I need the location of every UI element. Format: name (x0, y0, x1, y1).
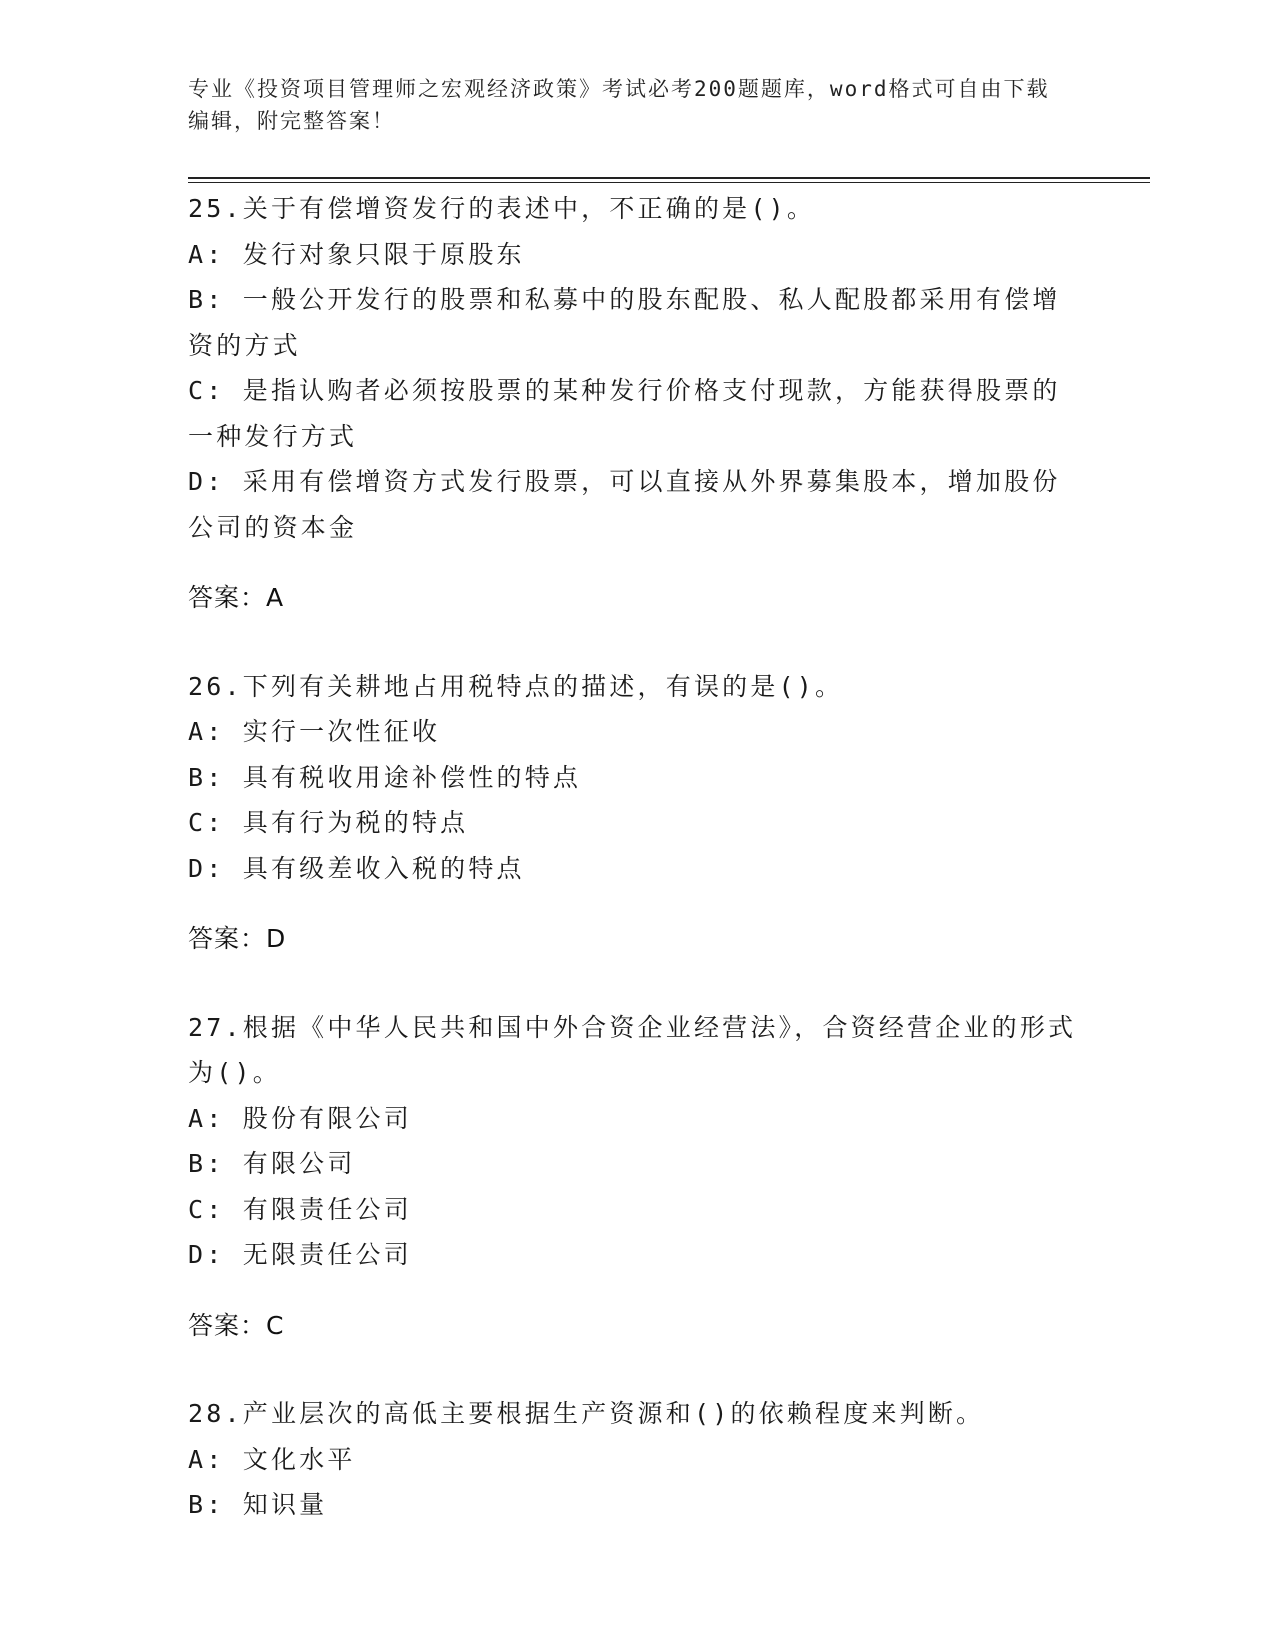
question-stem: 27.根据《中华人民共和国中外合资企业经营法》，合资经营企业的形式为()。 (188, 1012, 1077, 1087)
option-c: C: 有限责任公司 (188, 1194, 412, 1224)
option-b: B: 一般公开发行的股票和私募中的股东配股、私人配股都采用有偿增资的方式 (188, 285, 1061, 360)
option-d: D: 采用有偿增资方式发行股票，可以直接从外界募集股本，增加股份公司的资本金 (188, 467, 1061, 542)
option-c: C: 具有行为税的特点 (188, 808, 469, 837)
option-d: D: 具有级差收入税的特点 (188, 853, 525, 883)
question-stem: 25.关于有偿增资发行的表述中，不正确的是()。 (188, 194, 816, 223)
header-rule-thin (188, 182, 1150, 183)
option-b: B: 有限公司 (188, 1149, 356, 1178)
option-a: A: 实行一次性征收 (188, 717, 441, 746)
question-26 (188, 664, 1078, 962)
option-a: A: 文化水平 (188, 1444, 356, 1474)
question-list (188, 186, 1078, 1571)
answer-line: 答案：C (188, 1310, 285, 1340)
question-stem: 28.产业层次的高低主要根据生产资源和()的依赖程度来判断。 (188, 1399, 985, 1428)
answer-line: 答案：D (188, 924, 287, 953)
option-b: B: 知识量 (188, 1490, 328, 1519)
question-27 (188, 1005, 1078, 1349)
header-rule-thick (188, 177, 1150, 179)
document-header: 专业《投资项目管理师之宏观经济政策》考试必考200题题库，word格式可自由下载编辑，附完整答案！ (188, 77, 1050, 133)
answer-line: 答案：A (188, 583, 285, 612)
question-25 (188, 186, 1078, 621)
question-28 (188, 1391, 1078, 1528)
option-a: A: 股份有限公司 (188, 1103, 412, 1133)
question-stem: 26.下列有关耕地占用税特点的描述，有误的是()。 (188, 671, 844, 701)
option-a: A: 发行对象只限于原股东 (188, 239, 525, 269)
option-c: C: 是指认购者必须按股票的某种发行价格支付现款，方能获得股票的一种发行方式 (188, 376, 1061, 451)
option-d: D: 无限责任公司 (188, 1240, 412, 1269)
option-b: B: 具有税收用途补偿性的特点 (188, 762, 582, 792)
